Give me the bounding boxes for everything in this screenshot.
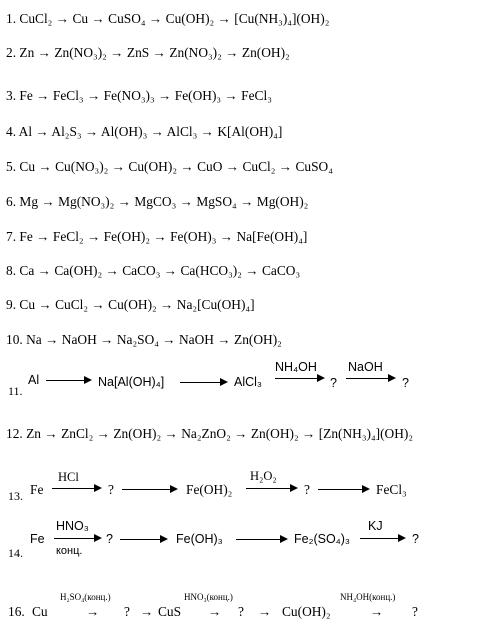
equation-text: Ca → Ca(OH)₂ → CaCO₃ → Ca(HCO₃)₂ → CaCO₃ — [19, 263, 301, 278]
equation-3 — [6, 84, 272, 108]
equation-text: Al → Al₂S₃ → Al(OH)₃ → AlCl₃ → K[Al(OH)₄] — [18, 124, 283, 139]
equation-text: Na → NaOH → Na₂SO₄ → NaOH → Zn(OH)₂ — [26, 332, 282, 347]
equation-5 — [6, 155, 333, 179]
unknown-product: ? — [108, 482, 114, 497]
reaction-arrow — [236, 529, 288, 549]
equation-number: 10. — [6, 332, 23, 347]
reagent-condition: конц. — [56, 545, 83, 557]
reagent-h2o2: H₂O₂ — [250, 469, 277, 483]
reaction-arrow — [246, 478, 298, 498]
equation-number: 8. — [6, 263, 17, 278]
equation-number: 4. — [6, 124, 17, 139]
substance-al: Al — [28, 373, 40, 387]
equation-text: Mg → Mg(NO₃)₂ → MgCO₃ → MgSO₄ → Mg(OH)₂ — [19, 194, 309, 209]
unknown-product: ? — [124, 604, 130, 619]
reaction-arrow: → — [258, 604, 272, 619]
reagent-naoh: NaOH — [348, 360, 383, 374]
equation-text: Cu → Cu(NO₃)₂ → Cu(OH)₂ → CuO → CuCl₂ → CuSO₄ — [19, 159, 333, 174]
reaction-arrow: → — [208, 604, 222, 619]
equation-8 — [6, 259, 300, 283]
reaction-arrow — [46, 370, 92, 390]
reaction-arrow — [52, 478, 102, 498]
equation-12 — [6, 422, 413, 446]
equation-number: 7. — [6, 229, 17, 244]
equation-2 — [6, 41, 290, 65]
equation-4 — [6, 120, 282, 144]
substance-fe: Fe — [30, 532, 45, 546]
unknown-product: ? — [412, 532, 419, 546]
equation-10 — [6, 328, 282, 352]
reagent-h2so4-conc: H₂SO₄(конц.) — [60, 592, 111, 602]
equation-number: 6. — [6, 194, 17, 209]
equation-text: CuCl₂ → Cu → CuSO₄ → Cu(OH)₂ → [Cu(NH₃)₄](OH)₂ — [19, 11, 330, 26]
reaction-arrow: → — [140, 604, 154, 619]
equation-number: 2. — [6, 45, 17, 60]
substance-fecl3: FeCl₃ — [376, 482, 407, 497]
equation-7 — [6, 225, 307, 249]
reaction-arrow — [318, 479, 370, 499]
equation-number: 13. — [8, 489, 23, 503]
reaction-arrow — [346, 368, 396, 388]
reagent-hno3-conc: HNO₃(конц.) — [184, 592, 233, 602]
reagent-kj: KJ — [368, 519, 383, 533]
equation-9 — [6, 293, 255, 317]
equation-number: 14. — [8, 546, 23, 560]
equation-number: 16. — [8, 604, 25, 619]
reagent-hno3: HNO₃ — [56, 519, 89, 533]
unknown-product: ? — [412, 604, 418, 619]
substance-cu-oh2: Cu(OH)₂ — [282, 604, 331, 619]
substance-fe: Fe — [30, 482, 44, 497]
unknown-product: ? — [330, 376, 337, 390]
reaction-arrow — [120, 529, 168, 549]
equation-text: Zn → ZnCl₂ → Zn(OH)₂ → Na₂ZnO₂ → Zn(OH)₂ → [Zn(NH₃)₄](OH)₂ — [26, 426, 414, 441]
unknown-product: ? — [402, 376, 409, 390]
substance-fe2-so4-3: Fe₂(SO₄)₃ — [294, 532, 351, 546]
reagent-hcl: HCl — [58, 470, 79, 484]
reaction-arrow — [122, 479, 178, 499]
substance-fe-oh2: Fe(OH)₂ — [186, 482, 233, 497]
unknown-product: ? — [304, 482, 310, 497]
equation-number: 5. — [6, 159, 17, 174]
equation-number: 1. — [6, 11, 17, 26]
equation-number: 3. — [6, 88, 17, 103]
substance-alcl3: AlCl₃ — [234, 375, 263, 389]
equation-text: Fe → FeCl₂ → Fe(OH)₂ → Fe(OH)₃ → Na[Fe(OH)₄] — [19, 229, 308, 244]
unknown-product: ? — [238, 604, 244, 619]
equation-text: Cu → CuCl₂ → Cu(OH)₂ → Na₂[Cu(OH)₄] — [19, 297, 255, 312]
substance-na-al-oh4: Na[Al(OH)₄] — [98, 375, 165, 389]
equation-number: 9. — [6, 297, 17, 312]
equation-1 — [6, 7, 329, 31]
substance-cu: Cu — [32, 604, 48, 619]
equation-6 — [6, 190, 308, 214]
reaction-arrow — [180, 372, 228, 392]
reagent-nh4oh: NH₄OH — [275, 360, 317, 374]
reaction-arrow: → — [86, 604, 100, 619]
reaction-arrow: → — [370, 604, 384, 619]
equation-number: 11. — [8, 384, 23, 398]
substance-cus: CuS — [158, 604, 182, 619]
equation-number: 12. — [6, 426, 23, 441]
reaction-arrow — [275, 368, 325, 388]
equation-text: Fe → FeCl₃ → Fe(NO₃)₃ → Fe(OH)₃ → FeCl₃ — [19, 88, 272, 103]
unknown-product: ? — [106, 532, 113, 546]
reagent-nh4oh-conc: NH₄OH(конц.) — [340, 592, 396, 602]
substance-fe-oh3: Fe(OH)₃ — [176, 532, 223, 546]
equation-text: Zn → Zn(NO₃)₂ → ZnS → Zn(NO₃)₂ → Zn(OH)₂ — [19, 45, 290, 60]
reaction-arrow — [360, 528, 406, 548]
